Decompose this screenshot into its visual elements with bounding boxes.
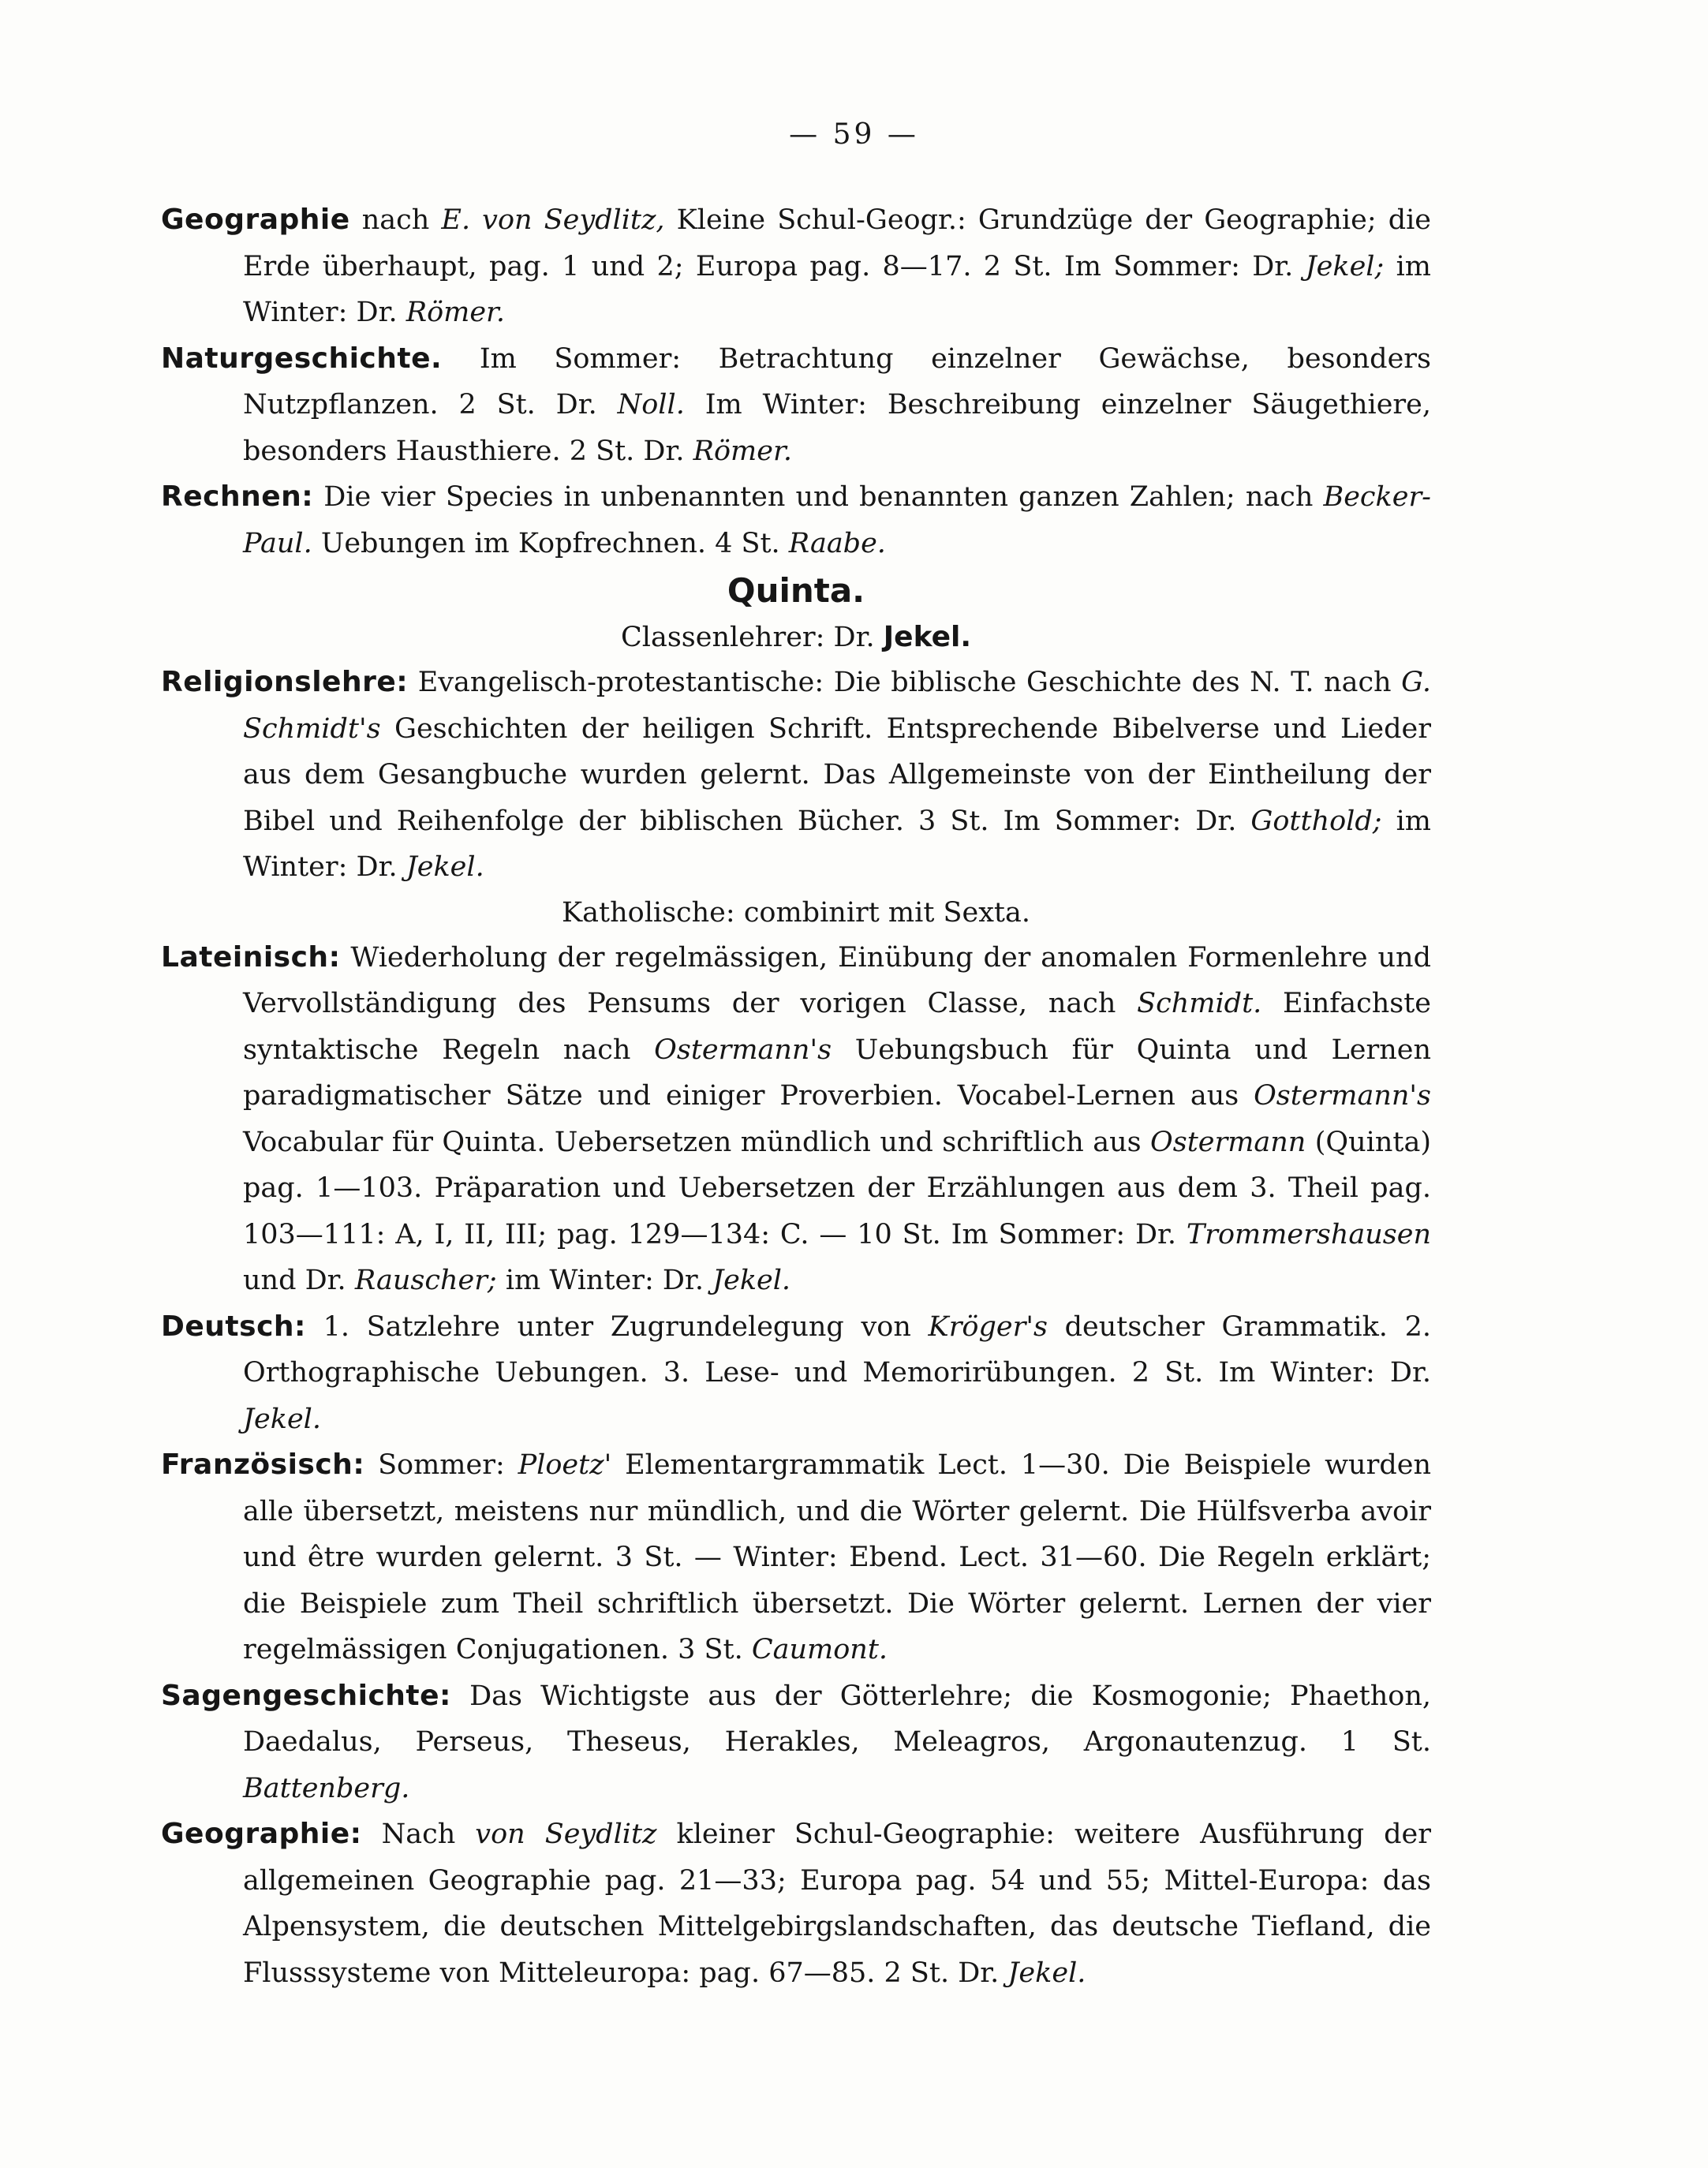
section-text: deutscher Grammatik. 2. Orthographische Uebungen. 3. Lese- und Memorirübungen. 2 St. Im Winter: Dr.: [243, 1310, 1431, 1389]
section-text-italic: Kröger's: [928, 1310, 1048, 1343]
section-text: Vocabular für Quinta. Uebersetzen mündlich und schriftlich aus: [243, 1126, 1151, 1158]
section-text: 1. Satzlehre unter Zugrundelegung von: [305, 1310, 929, 1343]
section-text-italic: Schmidt.: [1137, 988, 1262, 1019]
section-text-italic: G. Schmidt's: [243, 667, 1431, 745]
section-text-italic: E. von Seydlitz,: [441, 204, 665, 236]
section-text-italic: Jekel.: [406, 851, 484, 883]
section-heading: Rechnen:: [161, 480, 314, 513]
section-heading: Lateinisch:: [161, 940, 341, 974]
section-heading: Religionslehre:: [161, 666, 409, 698]
section-text-italic: Ostermann's: [1254, 1080, 1431, 1112]
section-naturgeschichte: [161, 336, 1431, 475]
section-heading: Deutsch:: [161, 1310, 306, 1343]
class-teacher-name: Jekel.: [883, 621, 971, 653]
section-text-italic: Becker-Paul.: [243, 481, 1431, 559]
section-text-italic: Jekel.: [1007, 1957, 1086, 1989]
section-text: Elementargrammatik Lect. 1—30. Die Beispiele wurden alle übersetzt, meistens nur mündlich, und die Wörter gelernt. Die Hülfsverba avoir und être wurden gelernt. 3 St. — Winter: Ebend. Lect. 31—60. Die Regeln erklärt; die Beispiele zum Theil schriftlich übersetzt. Die Wörter gelernt. Lernen der vier regelmässigen Conjugationen. 3 St.: [243, 1449, 1431, 1665]
section-text: Wiederholung der regelmässigen, Einübung der anomalen Formenlehre und Vervollständigung des Pensums der vorigen Classe, nach: [243, 941, 1431, 1019]
section-text: und Dr.: [243, 1265, 355, 1296]
section-text: Kleine Schul-Geogr.: Grundzüge der Geographie; die Erde überhaupt, pag. 1 und 2; Europa pag. 8—17. 2 St. Im Sommer: Dr.: [243, 204, 1432, 282]
section-sagengeschichte: [161, 1673, 1431, 1812]
section-text: Sommer:: [364, 1449, 518, 1481]
section-text-italic: von Seydlitz: [475, 1819, 657, 1850]
section-text-italic: Trommershausen: [1186, 1218, 1431, 1250]
section-text: im Winter: Dr.: [243, 250, 1431, 328]
katholisch-note: Katholische: combinirt mit Sexta.: [562, 896, 1030, 929]
section-text-italic: Jekel;: [1305, 250, 1385, 282]
section-geographie-2: [161, 1811, 1431, 1996]
section-text-italic: Raabe.: [788, 527, 886, 559]
section-heading: Geographie:: [161, 1818, 362, 1850]
section-heading: Sagengeschichte:: [161, 1679, 451, 1712]
section-heading: Naturgeschichte.: [161, 342, 443, 375]
section-text-italic: Jekel.: [712, 1265, 791, 1296]
section-text: Nach: [361, 1819, 476, 1850]
section-heading: Französisch:: [161, 1448, 365, 1481]
section-lateinisch: [161, 935, 1431, 1304]
section-text: im Winter: Dr.: [243, 805, 1431, 883]
section-text: Einfachste syntaktische Regeln nach: [243, 988, 1431, 1066]
sections-before: [161, 197, 1431, 566]
class-teacher-label: Classenlehrer: Dr.: [621, 622, 875, 653]
section-text: Im Sommer: Betrachtung einzelner Gewächse, besonders Nutzpflanzen. 2 St. Dr.: [243, 342, 1431, 421]
section-deutsch: [161, 1304, 1431, 1443]
section-text: im Winter: Dr.: [496, 1265, 713, 1296]
section-text-italic: Jekel.: [243, 1403, 321, 1435]
section-text: (Quinta) pag. 1—103. Präparation und Uebersetzen der Erzählungen aus dem 3. Theil pag. 103—111: A, I, II, III; pag. 129—134: C. — 10 St. Im Sommer: Dr.: [243, 1126, 1431, 1250]
class-teacher-line: [161, 615, 1431, 660]
section-geographie-1: [161, 197, 1431, 336]
sections-after: [161, 935, 1431, 1997]
section-text: nach: [349, 204, 442, 236]
section-text-italic: Caumont.: [751, 1634, 888, 1665]
section-text-italic: Noll.: [617, 389, 685, 421]
section-text: Im Winter: Beschreibung einzelner Säugethiere, besonders Hausthiere. 2 St. Dr.: [243, 389, 1431, 467]
section-text-italic: Ostermann's: [654, 1034, 832, 1066]
section-text-italic: Ostermann: [1150, 1126, 1306, 1158]
religion-section: [161, 660, 1431, 891]
section-text: Geschichten der heiligen Schrift. Entsprechende Bibelverse und Lieder aus dem Gesangbuche wurden gelernt. Das Allgemeinste von der Eintheilung der Bibel und Reihenfolge der biblischen Bücher. 3 St. Im Sommer: Dr.: [243, 712, 1431, 837]
section-text-italic: Römer.: [693, 435, 792, 467]
section-text-italic: Rauscher;: [354, 1265, 497, 1296]
section-franzoesisch: [161, 1442, 1431, 1673]
section-text-italic: Ploetz': [518, 1449, 612, 1481]
section-text: Die vier Species in unbenannten und benannten ganzen Zahlen; nach: [313, 481, 1324, 513]
section-religionslehre: [161, 660, 1431, 891]
section-rechnen: [161, 474, 1431, 566]
section-text: Uebungen im Kopfrechnen. 4 St.: [312, 527, 789, 559]
section-text: kleiner Schul-Geographie: weitere Ausführung der allgemeinen Geographie pag. 21—33; Europa pag. 54 und 55; Mittel-Europa: das Alpensystem, die deutschen Mittelgebirgslandschaften, das deutsche Tiefland, die Flusssysteme von Mitteleuropa: pag. 67—85. 2 St. Dr.: [243, 1819, 1432, 1989]
class-title: Quinta.: [727, 571, 865, 610]
page-body: [161, 197, 1431, 1996]
section-text: Evangelisch-protestantische: Die biblische Geschichte des N. T. nach: [408, 667, 1402, 698]
section-text: Das Wichtigste aus der Götterlehre; die Kosmogonie; Phaethon, Daedalus, Perseus, Theseus, Herakles, Meleagros, Argonautenzug. 1 St.: [243, 1680, 1431, 1758]
section-heading: Geographie: [161, 204, 350, 236]
section-text-italic: Battenberg.: [243, 1772, 410, 1804]
section-text-italic: Römer.: [406, 297, 506, 328]
section-text: Uebungsbuch für Quinta und Lernen paradigmatischer Sätze und einiger Proverbien. Vocabel-Lernen aus: [243, 1034, 1431, 1112]
page-number: — 59 —: [789, 118, 919, 151]
section-text-italic: Gotthold;: [1250, 805, 1382, 837]
